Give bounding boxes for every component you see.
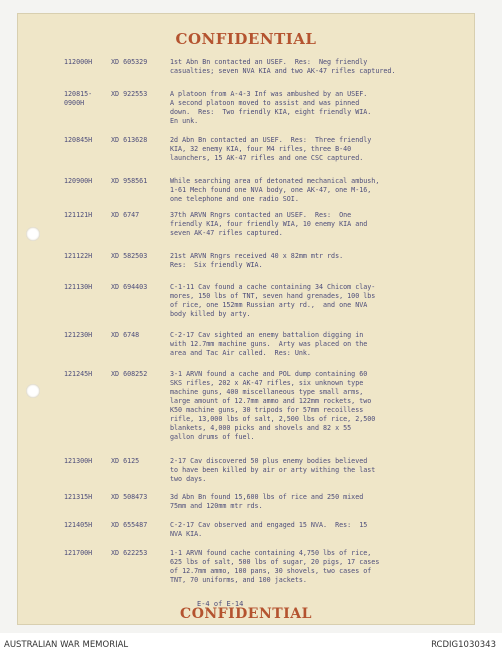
- footer-bar: [0, 633, 502, 654]
- entry-text: C-1-11 Cav found a cache containing 34 Chicom clay- mores, 150 lbs of TNT, seven hand grenades, 100 lbs of rice, one 152mm Russian arty rd., and one NVA body killed by arty.: [170, 283, 376, 318]
- entry-text: 1st Abn Bn contacted an USEF. Res: Neg friendly casualties; seven NVA KIA and two AK-47 rifles captured.: [170, 58, 396, 75]
- entry-time: 120845H: [64, 136, 93, 144]
- entry-time: 120815- 0900H: [64, 90, 93, 107]
- page-number: E-4 of E-14: [197, 600, 244, 608]
- entry-text: 21st ARVN Rngrs received 40 x 82mm mtr rds. Res: Six friendly WIA.: [170, 252, 344, 269]
- punch-hole: [26, 384, 40, 398]
- entry-coordinates: XD 608252: [111, 370, 148, 378]
- entry-time: 121230H: [64, 331, 93, 339]
- entry-text: 2-17 Cav discovered 50 plus enemy bodies believed to have been killed by air or arty withing the last two days.: [170, 457, 376, 483]
- entry-time: 121121H: [64, 211, 93, 219]
- entry-text: A platoon from A-4-3 Inf was ambushed by an USEF. A second platoon moved to assist and was pinned down. Res: Two friendly KIA, eight friendly WIA. En unk.: [170, 90, 372, 125]
- document-page: [17, 13, 475, 625]
- entry-time: 120900H: [64, 177, 93, 185]
- entry-text: 2d Abn Bn contacted an USEF. Res: Three friendly KIA, 32 enemy KIA, four M4 rifles, three B-40 launchers, 15 AK-47 rifles and one CSC captured.: [170, 136, 372, 162]
- footer-id: RCDIG1030343: [431, 640, 496, 650]
- entry-time: 121700H: [64, 549, 93, 557]
- entry-coordinates: XD 6748: [111, 331, 140, 339]
- entry-time: 121130H: [64, 283, 93, 291]
- footer-source: AUSTRALIAN WAR MEMORIAL: [4, 640, 129, 650]
- entry-coordinates: XD 922553: [111, 90, 148, 98]
- entry-text: 1-1 ARVN found cache containing 4,750 lbs of rice, 625 lbs of salt, 500 lbs of sugar, 20 pigs, 17 cases of 12.7mm ammo, 100 pans, 30 shovels, two cases of TNT, 70 uniforms, and 100 jackets.: [170, 549, 380, 584]
- entry-time: 121405H: [64, 521, 93, 529]
- entry-text: 3d Abn Bn found 15,600 lbs of rice and 250 mixed 75mm and 120mm mtr rds.: [170, 493, 364, 510]
- entry-coordinates: XD 605329: [111, 58, 148, 66]
- punch-hole: [26, 227, 40, 241]
- entry-coordinates: XD 582503: [111, 252, 148, 260]
- entry-text: While searching area of detonated mechanical ambush, 1-61 Mech found one NVA body, one AK-47, one M-16, one telephone and one radio SOI.: [170, 177, 380, 203]
- heading-top: CONFIDENTIAL: [175, 30, 317, 48]
- entry-text: 3-1 ARVN found a cache and POL dump containing 60 SKS rifles, 202 x AK-47 rifles, six unknown type machine guns, 400 miscellaneous type small arms, large amount of 12.7mm ammo and 122mm rockets, two K50 machine guns, 30 tripods for 57mm recoilless rifle, 13,000 lbs of salt, 2,500 lbs of rice, 2,500 blankets, 4,000 picks and shovels and 82 x 55 gallon drums of fuel.: [170, 370, 376, 441]
- entry-coordinates: XD 622253: [111, 549, 148, 557]
- entry-time: 121245H: [64, 370, 93, 378]
- heading-bottom: CONFIDENTIAL: [180, 606, 312, 622]
- entry-coordinates: XD 6125: [111, 457, 140, 465]
- entry-time: 121300H: [64, 457, 93, 465]
- entry-text: 37th ARVN Rngrs contacted an USEF. Res: One friendly KIA, four friendly WIA, 10 enemy KIA and seven AK-47 rifles captured.: [170, 211, 368, 237]
- entry-coordinates: XD 694403: [111, 283, 148, 291]
- entry-text: C-2-17 Cav sighted an enemy battalion digging in with 12.7mm machine guns. Arty was placed on the area and Tac Air called. Res: Unk.: [170, 331, 368, 357]
- entry-coordinates: XD 613628: [111, 136, 148, 144]
- entry-text: C-2-17 Cav observed and engaged 15 NVA. Res: 15 NVA KIA.: [170, 521, 368, 538]
- entry-coordinates: XD 6747: [111, 211, 140, 219]
- entry-coordinates: XD 508473: [111, 493, 148, 501]
- entry-coordinates: XD 958561: [111, 177, 148, 185]
- entry-time: 121122H: [64, 252, 93, 260]
- entry-time: 121315H: [64, 493, 93, 501]
- entry-time: 112000H: [64, 58, 93, 66]
- entry-coordinates: XD 655487: [111, 521, 148, 529]
